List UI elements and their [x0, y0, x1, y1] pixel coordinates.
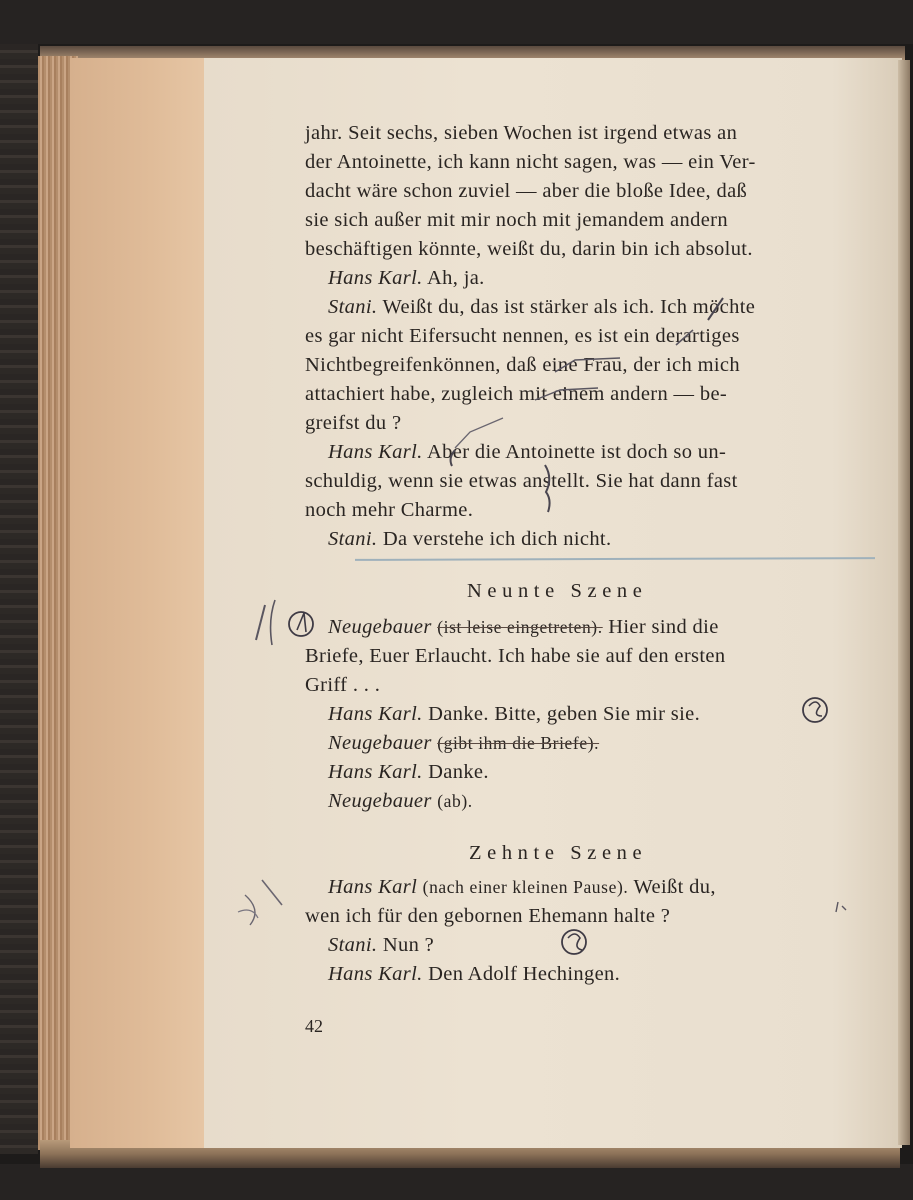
- text-segment: es gar nicht Eifersucht nennen, es ist ein derartiges: [305, 325, 740, 347]
- text-segment: wen ich für den gebornen Ehemann halte ?: [305, 905, 671, 927]
- text-segment: sie sich außer mit mir noch mit jemandem andern: [305, 209, 728, 231]
- pencil-insertion-line: [535, 388, 598, 400]
- text-segment: beschäftigen könnte, weißt du, darin bin ich absolut.: [305, 238, 753, 260]
- speaker-name: Neugebauer: [328, 790, 432, 812]
- text-segment: Da verstehe ich dich nicht.: [377, 528, 612, 550]
- text-segment: Briefe, Euer Erlaucht. Ich habe sie auf den ersten: [305, 645, 726, 667]
- pencil-bracket-mark: [451, 450, 455, 466]
- pencil-connector-line: [455, 418, 503, 448]
- text-segment: attachiert habe, zugleich mit einem andern — be-: [305, 383, 728, 405]
- margin-pencil-mark: [256, 605, 265, 640]
- text-segment: Nichtbegreifenkönnen, daß eine Frau, der ich mich: [305, 354, 740, 376]
- text-segment: Danke.: [422, 761, 489, 783]
- pencil-bracket-mark: [545, 465, 550, 512]
- scene-heading: Neunte Szene: [467, 580, 648, 602]
- speaker-name: Neugebauer: [328, 616, 432, 638]
- text-segment: Aber die Antoinette ist doch so un-: [422, 441, 727, 463]
- stage-direction: (nach einer kleinen Pause).: [422, 877, 629, 897]
- margin-pencil-mark: [836, 902, 846, 912]
- stage-direction: (ab).: [437, 791, 473, 811]
- struck-stage-direction: (ist leise eingetreten).: [437, 617, 603, 637]
- speaker-name: Stani.: [328, 528, 378, 550]
- speaker-name: Hans Karl: [328, 876, 418, 898]
- speaker-name: Neugebauer: [328, 732, 432, 754]
- text-segment: jahr. Seit sechs, sieben Wochen ist irgend etwas an: [305, 122, 738, 144]
- text-segment: Hier sind die: [602, 616, 719, 638]
- text-segment: noch mehr Charme.: [305, 499, 474, 521]
- speaker-name: Hans Karl.: [328, 267, 423, 289]
- pencil-slash-mark: [708, 298, 723, 320]
- text-segment: Weißt du, das ist stärker als ich. Ich möchte: [377, 296, 756, 318]
- page-number: 42: [305, 1016, 323, 1036]
- circled-number-stroke: [568, 934, 582, 950]
- circled-number-mark: [289, 612, 313, 636]
- margin-pencil-mark: [262, 880, 282, 905]
- speaker-name: Stani.: [328, 296, 378, 318]
- circled-number-stroke: [297, 613, 306, 632]
- text-segment: der Antoinette, ich kann nicht sagen, was — ein Ver-: [305, 151, 756, 173]
- text-segment: schuldig, wenn sie etwas anstellt. Sie hat dann fast: [305, 470, 738, 492]
- pencil-slash-mark: [676, 330, 693, 345]
- text-segment: Griff . . .: [305, 674, 381, 696]
- speaker-name: Stani.: [328, 934, 378, 956]
- text-segment: Danke. Bitte, geben Sie mir sie.: [422, 703, 701, 725]
- speaker-name: Hans Karl.: [328, 761, 423, 783]
- text-segment: Weißt du,: [628, 876, 716, 898]
- text-segment: greifst du ?: [305, 412, 402, 434]
- margin-pencil-mark: [271, 600, 275, 645]
- speaker-name: Hans Karl.: [328, 441, 423, 463]
- speaker-name: Hans Karl.: [328, 963, 423, 985]
- pencil-insertion-line: [555, 358, 620, 372]
- text-segment: Nun ?: [377, 934, 435, 956]
- speaker-name: Hans Karl.: [328, 703, 423, 725]
- text-segment: Ah, ja.: [422, 267, 485, 289]
- text-segment: dacht wäre schon zuviel — aber die bloße Idee, daß: [305, 180, 748, 202]
- struck-stage-direction: (gibt ihm die Briefe).: [437, 733, 600, 753]
- text-segment: Den Adolf Hechingen.: [422, 963, 621, 985]
- circled-number-stroke: [809, 702, 822, 716]
- scene-heading: Zehnte Szene: [469, 842, 648, 864]
